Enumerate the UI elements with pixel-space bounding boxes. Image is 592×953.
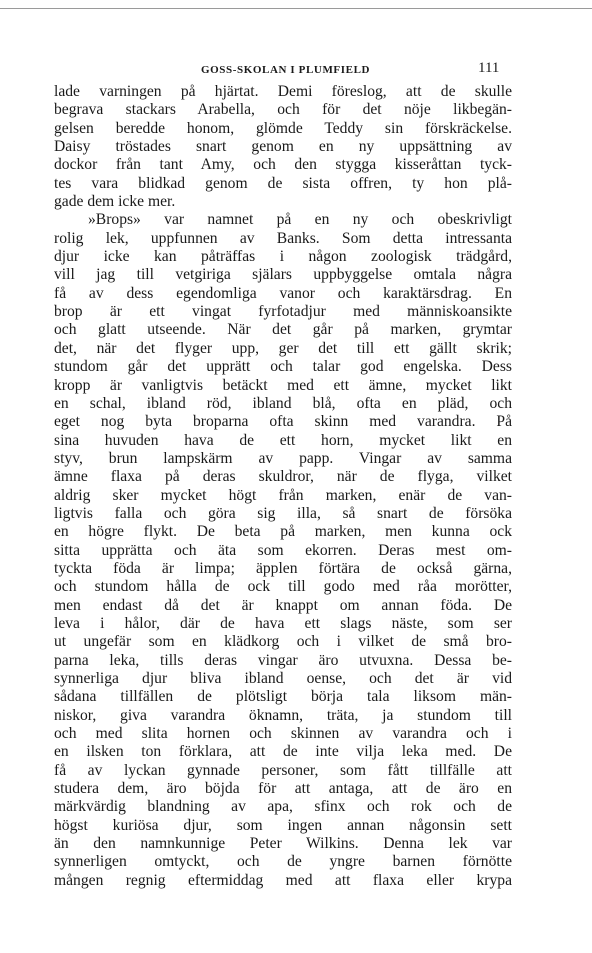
text-line: dockor från tant Amy, och den stygga kisseråttan tyck- — [54, 156, 512, 174]
text-line: styv, brun lampskärm av papp. Vingar av samma — [54, 449, 512, 467]
text-line: mången regnig eftermiddag med att flaxa eller krypa — [54, 871, 512, 889]
text-line: och glatt utseende. När det går på marken, grymtar — [54, 321, 512, 339]
text-line: sina huvuden hava de ett horn, mycket likt en — [54, 431, 512, 449]
text-line: synnerliga djur bliva ibland oense, och det är vid — [54, 670, 512, 687]
text-line: niskor, giva varandra öknamn, träta, ja stundom till — [54, 706, 512, 724]
page-number: 111 — [478, 60, 500, 76]
text-line: och med slita hornen och skinnen av varandra och i — [54, 725, 512, 743]
text-line: högst kuriösa djur, som ingen annan någonsin sett — [54, 816, 512, 834]
text-line: synnerligen omtyckt, och de yngre barnen förnötte — [54, 853, 512, 871]
text-line: leva i hålor, där de hava ett slags näste, som ser — [54, 614, 512, 632]
text-line: begrava stackars Arabella, och för det nöje likbegän- — [54, 101, 512, 119]
body-text — [54, 83, 512, 890]
text-line: tyckta föda är limpa; äpplen förtära de också gärna, — [54, 559, 512, 577]
text-line: aldrig sker mycket högt från marken, enär de van- — [54, 486, 512, 504]
page-edge-rule — [0, 8, 592, 9]
text-line: sitta upprätta och äta som ekorren. Deras mest om- — [54, 541, 512, 559]
text-line: ut ungefär som en klädkorg och i vilket de små bro- — [54, 633, 512, 651]
text-line: ämne flaxa på deras skuldror, när de flyga, vilket — [54, 468, 512, 486]
running-title: GOSS-SKOLAN I PLUMFIELD — [201, 64, 371, 76]
text-line: få av dess egendomliga vanor och karaktärsdrag. En — [54, 284, 512, 302]
text-line: en högre flykt. De beta på marken, men kunna ock — [54, 523, 512, 541]
text-line: djur icke kan påträffas i någon zoologisk trädgård, — [54, 248, 512, 266]
text-line: brop är ett vingat fyrfotadjur med människoansikte — [54, 303, 512, 321]
text-line: märkvärdig blandning av apa, sfinx och rok och de — [54, 798, 512, 816]
text-line: det, när det flyger upp, ger det till ett gällt skrik; — [54, 339, 512, 357]
text-line: tes vara blidkad genom de sista offren, ty hon plå- — [54, 174, 512, 192]
text-line: och stundom hålla de ock till godo med råa morötter, — [54, 578, 512, 596]
text-line: Daisy tröstades snart genom en ny uppsättning av — [54, 138, 512, 156]
text-line: vill jag till vetgiriga själars uppbyggelse omtala några — [54, 266, 512, 284]
text-line: studera dem, äro böjda för att antaga, att de äro en — [54, 780, 512, 798]
text-line: eget nog byta broparna ofta skinn med varandra. På — [54, 413, 512, 431]
text-line: rolig lek, uppfunnen av Banks. Som detta intressanta — [54, 229, 512, 247]
text-line: men endast då det är knappt om annan föda. De — [54, 596, 512, 614]
text-line: en ilsken ton förklara, att de inte vilja leka med. De — [54, 743, 512, 761]
text-line: parna leka, tills deras vingar äro utvuxna. Dessa be- — [54, 651, 512, 669]
text-line: än den namnkunnige Peter Wilkins. Denna lek var — [54, 835, 512, 853]
text-line: gade dem icke mer. — [54, 193, 176, 211]
text-line: kropp är vanligtvis betäckt med ett ämne, mycket likt — [54, 376, 512, 394]
text-line: sådana tillfällen de plötsligt börja tala liksom män- — [54, 688, 512, 706]
text-line: en schal, ibland röd, ibland blå, ofta en pläd, och — [54, 394, 512, 412]
text-line: stundom går det upprätt och talar god engelska. Dess — [54, 358, 512, 376]
text-line: »Brops» var namnet på en ny och obeskrivligt — [88, 211, 512, 229]
text-line: få av lyckan gynnade personer, som fått tillfälle att — [54, 761, 512, 779]
text-line: gelsen beredde honom, glömde Teddy sin förskräckelse. — [54, 119, 512, 137]
text-line: lade varningen på hjärtat. Demi föreslog, att de skulle — [54, 83, 512, 100]
text-line: ligtvis falla och göra sig illa, så snart de försöka — [54, 504, 512, 522]
